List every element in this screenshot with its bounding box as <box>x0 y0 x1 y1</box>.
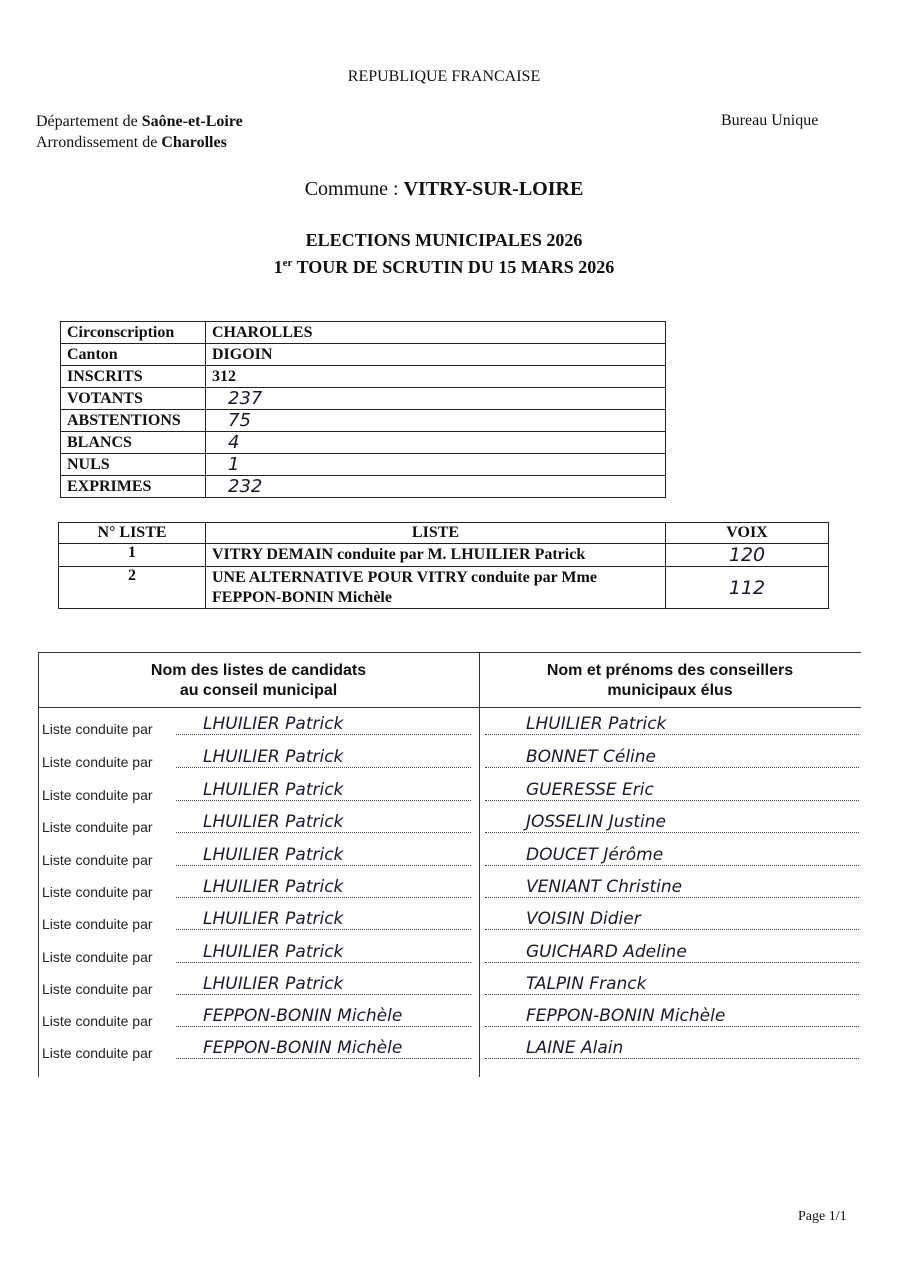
lists-header-row <box>59 523 829 544</box>
council-row <box>38 999 861 1031</box>
tour-sup: er <box>282 257 293 269</box>
results-value: 75 <box>206 410 666 432</box>
results-value: 237 <box>206 388 666 410</box>
page-number: Page 1/1 <box>798 1209 847 1224</box>
dotted-line <box>176 897 471 898</box>
commune-title <box>0 178 888 201</box>
results-row <box>61 388 666 410</box>
dotted-line <box>176 734 471 735</box>
results-row <box>61 454 666 476</box>
list-number: 2 <box>59 567 206 609</box>
dotted-line <box>176 800 471 801</box>
results-row <box>61 322 666 344</box>
council-row-prefix: Liste conduite par <box>42 754 153 770</box>
tour-text: TOUR DE SCRUTIN DU 15 MARS 2026 <box>292 257 615 277</box>
results-label: NULS <box>61 454 206 476</box>
list-head-name: LHUILIER Patrick <box>203 909 344 929</box>
council-row-prefix: Liste conduite par <box>42 819 153 835</box>
elected-councillor-name: BONNET Céline <box>526 747 657 767</box>
tour-title <box>0 252 888 279</box>
council-row-prefix: Liste conduite par <box>42 1013 153 1029</box>
council-row <box>38 870 861 902</box>
election-title: ELECTIONS MUNICIPALES 2026 <box>305 230 583 250</box>
dotted-line <box>485 767 859 768</box>
list-row <box>59 567 829 609</box>
council-header-right <box>479 661 861 701</box>
lists-header-voix: VOIX <box>666 523 829 544</box>
dotted-line <box>176 994 471 995</box>
list-head-name: LHUILIER Patrick <box>203 780 344 800</box>
dotted-line <box>176 962 471 963</box>
council-row <box>38 1031 861 1063</box>
department-block <box>36 111 243 153</box>
results-label: ABSTENTIONS <box>61 410 206 432</box>
list-head-name: LHUILIER Patrick <box>203 714 344 734</box>
elected-councillor-name: DOUCET Jérôme <box>526 845 664 865</box>
results-row <box>61 476 666 498</box>
elected-councillor-name: LHUILIER Patrick <box>526 714 667 734</box>
list-head-name: LHUILIER Patrick <box>203 845 344 865</box>
elected-councillor-name: VENIANT Christine <box>526 877 683 897</box>
dotted-line <box>176 832 471 833</box>
lists-header-num: N° LISTE <box>59 523 206 544</box>
elected-councillor-name: FEPPON-BONIN Michèle <box>526 1006 726 1026</box>
dotted-line <box>485 962 859 963</box>
council-row-prefix: Liste conduite par <box>42 852 153 868</box>
results-value: CHAROLLES <box>206 322 666 344</box>
results-label: VOTANTS <box>61 388 206 410</box>
council-row <box>38 707 861 739</box>
lists-table <box>58 522 829 609</box>
list-name: VITRY DEMAIN conduite par M. LHUILIER Patrick <box>206 544 666 567</box>
council-row <box>38 838 861 870</box>
council-header-left-line2: au conseil municipal <box>179 682 338 699</box>
results-row <box>61 366 666 388</box>
council-row-prefix: Liste conduite par <box>42 884 153 900</box>
commune-prefix: Commune : <box>304 178 404 200</box>
council-row-prefix: Liste conduite par <box>42 721 153 737</box>
results-row <box>61 410 666 432</box>
dotted-line <box>485 734 859 735</box>
council-row <box>38 967 861 999</box>
election-title-block <box>0 229 888 279</box>
lists-header-liste: LISTE <box>206 523 666 544</box>
dotted-line <box>176 865 471 866</box>
results-table <box>60 321 666 498</box>
commune-name: VITRY-SUR-LOIRE <box>403 178 584 200</box>
council-table <box>38 652 861 1077</box>
council-row-prefix: Liste conduite par <box>42 916 153 932</box>
council-header-left-line1: Nom des listes de candidats <box>150 662 367 679</box>
council-row <box>38 902 861 934</box>
results-label: Canton <box>61 344 206 366</box>
council-row-prefix: Liste conduite par <box>42 787 153 803</box>
list-row <box>59 544 829 567</box>
results-value: 1 <box>206 454 666 476</box>
dotted-line <box>176 767 471 768</box>
council-header-left <box>38 661 479 701</box>
bureau-label: Bureau Unique <box>721 112 819 129</box>
elected-councillor-name: GUERESSE Eric <box>526 780 654 800</box>
council-header-right-line1: Nom et prénoms des conseillers <box>546 662 794 679</box>
dotted-line <box>485 865 859 866</box>
results-value: 232 <box>206 476 666 498</box>
results-label: INSCRITS <box>61 366 206 388</box>
results-row <box>61 432 666 454</box>
list-votes: 112 <box>666 567 829 609</box>
tour-number: 1 <box>273 257 283 277</box>
dotted-line <box>176 929 471 930</box>
results-label: EXPRIMES <box>61 476 206 498</box>
arrondissement-name: Charolles <box>161 134 227 151</box>
list-votes: 120 <box>666 544 829 567</box>
list-head-name: LHUILIER Patrick <box>203 747 344 767</box>
arrondissement-prefix: Arrondissement de <box>36 134 162 151</box>
council-header-right-line2: municipaux élus <box>607 682 733 699</box>
elected-councillor-name: JOSSELIN Justine <box>526 812 666 832</box>
department-name: Saône-et-Loire <box>141 113 243 130</box>
elected-councillor-name: TALPIN Franck <box>526 974 647 994</box>
results-label: BLANCS <box>61 432 206 454</box>
list-head-name: LHUILIER Patrick <box>203 974 344 994</box>
council-row <box>38 935 861 967</box>
results-label: Circonscription <box>61 322 206 344</box>
list-head-name: LHUILIER Patrick <box>203 877 344 897</box>
department-prefix: Département de <box>36 113 142 130</box>
dotted-line <box>485 800 859 801</box>
dotted-line <box>176 1026 471 1027</box>
elected-councillor-name: VOISIN Didier <box>526 909 641 929</box>
elected-councillor-name: GUICHARD Adeline <box>526 942 687 962</box>
list-number: 1 <box>59 544 206 567</box>
list-name: UNE ALTERNATIVE POUR VITRY conduite par Mme FEPPON-BONIN Michèle <box>206 567 666 609</box>
results-value: DIGOIN <box>206 344 666 366</box>
council-row-prefix: Liste conduite par <box>42 1045 153 1061</box>
dotted-line <box>485 897 859 898</box>
dotted-line <box>485 994 859 995</box>
republic-heading: REPUBLIQUE FRANCAISE <box>347 68 541 85</box>
list-head-name: LHUILIER Patrick <box>203 812 344 832</box>
dotted-line <box>485 832 859 833</box>
council-row-prefix: Liste conduite par <box>42 981 153 997</box>
dotted-line <box>176 1058 471 1059</box>
council-row <box>38 773 861 805</box>
list-head-name: LHUILIER Patrick <box>203 942 344 962</box>
results-value: 312 <box>206 366 666 388</box>
council-row-prefix: Liste conduite par <box>42 949 153 965</box>
dotted-line <box>485 929 859 930</box>
results-row <box>61 344 666 366</box>
dotted-line <box>485 1026 859 1027</box>
list-head-name: FEPPON-BONIN Michèle <box>203 1038 403 1058</box>
elected-councillor-name: LAINE Alain <box>526 1038 624 1058</box>
list-head-name: FEPPON-BONIN Michèle <box>203 1006 403 1026</box>
dotted-line <box>485 1058 859 1059</box>
council-row <box>38 740 861 772</box>
council-row <box>38 805 861 837</box>
results-value: 4 <box>206 432 666 454</box>
